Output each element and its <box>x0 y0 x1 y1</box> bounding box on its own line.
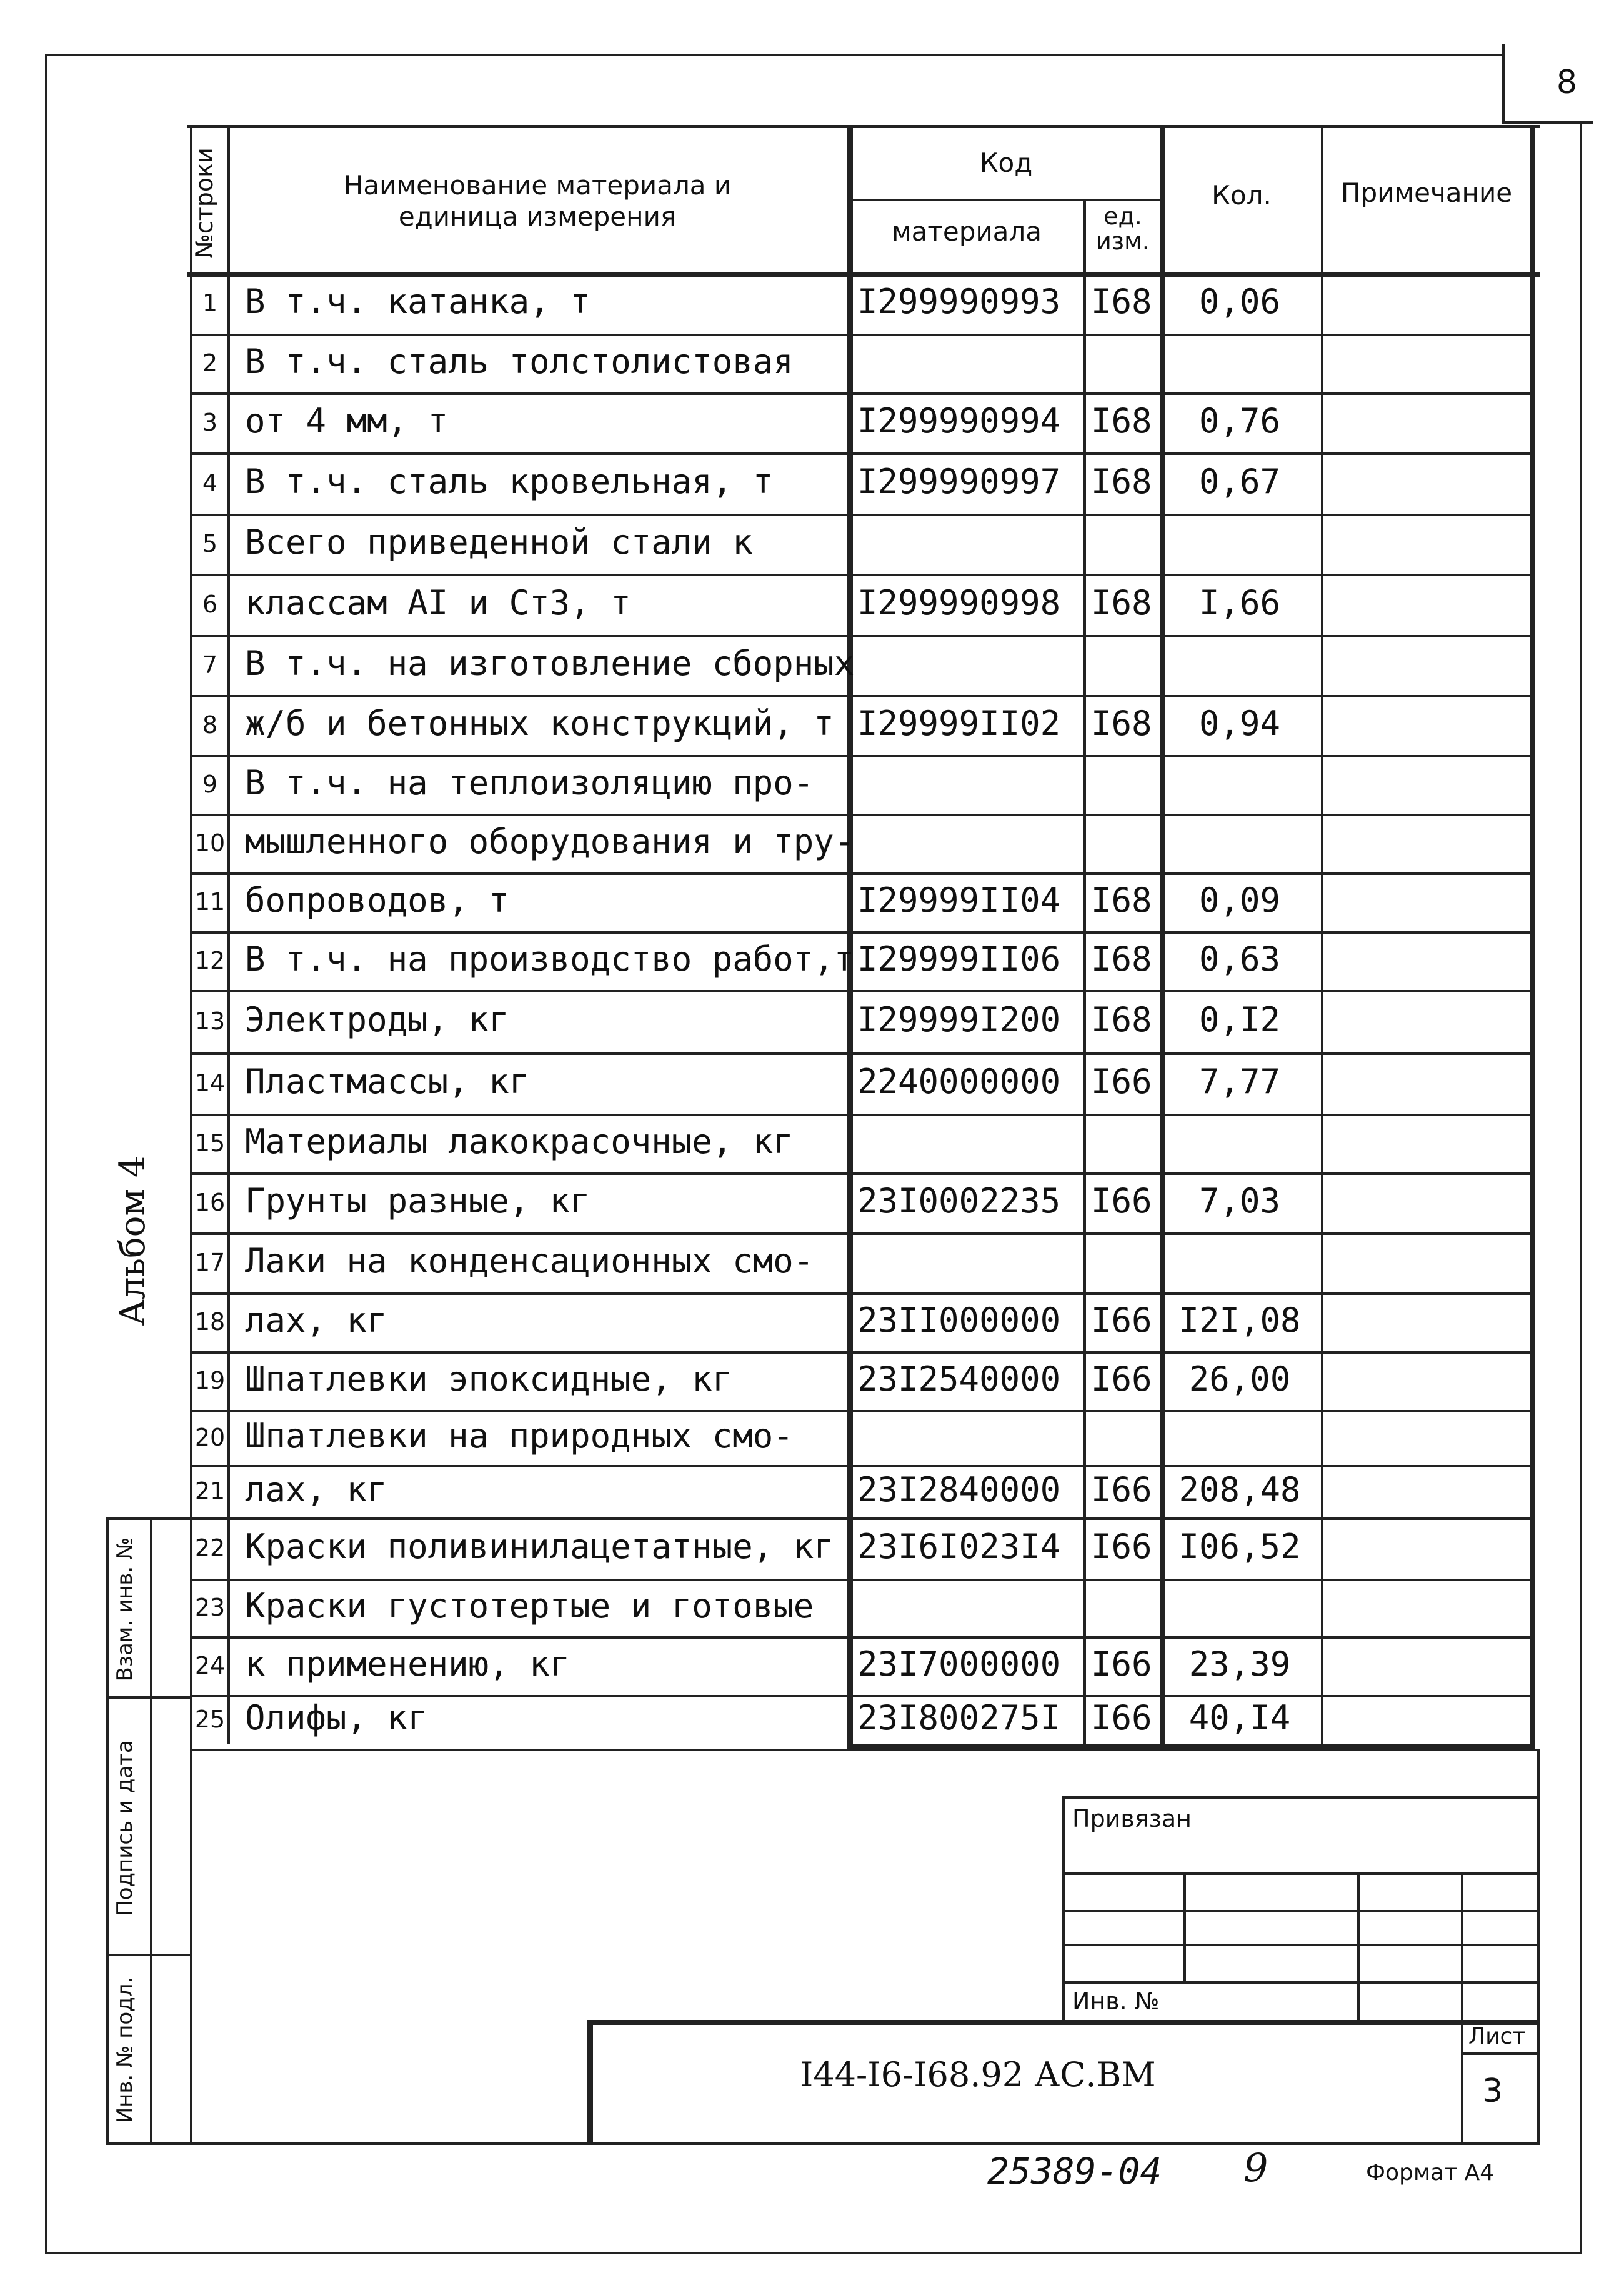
code-group-divider <box>850 199 1162 201</box>
quantity: 0,I2 <box>1198 1000 1281 1039</box>
row-number: 2 <box>202 349 218 377</box>
unit-code: I66 <box>1091 1181 1152 1221</box>
row-number: 18 <box>194 1308 226 1336</box>
row-separator <box>190 872 1533 875</box>
material-name: Пластмассы, кг <box>245 1062 530 1101</box>
row-separator <box>190 1636 1533 1639</box>
stamp-bottom-line <box>190 2142 1540 2145</box>
side-strip-mid <box>150 1517 152 2144</box>
unit-code: I66 <box>1091 1301 1152 1340</box>
side-strip-left <box>106 1517 109 2144</box>
col-line-note-right <box>1530 125 1535 1749</box>
unit-code: I66 <box>1091 1470 1152 1509</box>
quantity: 0,67 <box>1198 462 1281 501</box>
album-label: Альбом 4 <box>112 1155 153 1326</box>
row-number: 19 <box>194 1367 226 1394</box>
material-code: 23I2840000 <box>857 1470 1061 1509</box>
quantity: 0,63 <box>1198 939 1281 979</box>
header-quantity: Кол. <box>1212 180 1272 211</box>
row-separator <box>190 1410 1533 1412</box>
row-separator <box>190 452 1533 455</box>
row-number: 12 <box>194 947 226 974</box>
header-name-column: Наименование материала и единица измерения <box>343 170 732 232</box>
material-name: лах, кг <box>245 1301 387 1340</box>
quantity: 7,77 <box>1198 1062 1281 1101</box>
side-inv-label: Инв. № подл. <box>112 1976 137 2124</box>
side-strip-right <box>190 1517 192 2144</box>
row-separator <box>190 635 1533 637</box>
unit-code: I68 <box>1091 704 1152 743</box>
unit-code: I66 <box>1091 1698 1152 1737</box>
row-number: 4 <box>202 469 218 497</box>
row-separator <box>190 755 1533 757</box>
material-name: В т.ч. на производство работ,т <box>245 939 855 979</box>
material-code: 23I7000000 <box>857 1644 1061 1684</box>
material-name: от 4 мм, т <box>245 401 449 441</box>
material-code: I299990994 <box>857 401 1061 441</box>
side-vzam-label: Взам. инв. № <box>112 1537 137 1682</box>
row-separator <box>190 334 1533 336</box>
privyazan-col-2 <box>1357 1872 1360 2022</box>
row-separator <box>190 1351 1533 1354</box>
row-number: 13 <box>194 1007 226 1035</box>
material-name: мышленного оборудования и тру- <box>245 822 855 861</box>
row-number: 25 <box>194 1706 226 1733</box>
quantity: 23,39 <box>1188 1644 1291 1684</box>
privyazan-row-2 <box>1062 1910 1540 1912</box>
material-name: В т.ч. катанка, т <box>245 282 590 321</box>
material-code: I299990997 <box>857 462 1061 501</box>
privyazan-row-4 <box>1062 1981 1540 1984</box>
material-code: 23I800275I <box>857 1698 1061 1737</box>
quantity: I2I,08 <box>1178 1301 1301 1340</box>
table-bottom-border <box>847 1744 1535 1749</box>
privyazan-label: Привязан <box>1072 1805 1192 1832</box>
row-separator <box>190 1052 1533 1055</box>
privyazan-row-3 <box>1062 1944 1540 1946</box>
material-name: лах, кг <box>245 1470 387 1509</box>
row-number: 3 <box>202 409 218 436</box>
row-number: 22 <box>194 1534 226 1562</box>
row-separator <box>190 1172 1533 1175</box>
material-name: Шпатлевки на природных смо- <box>245 1416 794 1456</box>
unit-code: I66 <box>1091 1527 1152 1566</box>
quantity: 208,48 <box>1178 1470 1301 1509</box>
quantity: I06,52 <box>1178 1527 1301 1566</box>
row-separator <box>190 1292 1533 1295</box>
privyazan-row-1 <box>1062 1872 1540 1875</box>
row-number: 15 <box>194 1129 226 1157</box>
material-name: В т.ч. на изготовление сборных <box>245 644 855 683</box>
col-line-qty-right <box>1321 125 1323 1749</box>
sheet-number: 8 <box>1556 64 1577 101</box>
row-separator <box>190 392 1533 395</box>
header-code-unit: ед. изм. <box>1096 202 1150 255</box>
quantity: 0,09 <box>1198 881 1281 920</box>
header-bottom-border <box>187 272 1540 277</box>
unit-code: I68 <box>1091 282 1152 321</box>
side-podpis-label: Подпись и дата <box>112 1740 137 1916</box>
unit-code: I68 <box>1091 1000 1152 1039</box>
row-separator <box>190 1114 1533 1116</box>
row-number: 10 <box>194 829 226 857</box>
header-code-material: материала <box>891 216 1042 247</box>
material-code: I29999II04 <box>857 881 1061 920</box>
row-number: 5 <box>202 530 218 557</box>
unit-code: I68 <box>1091 881 1152 920</box>
material-code: I29999I200 <box>857 1000 1061 1039</box>
col-line-code-right <box>1083 199 1086 1749</box>
row-number: 8 <box>202 711 218 739</box>
row-number: 23 <box>194 1594 226 1621</box>
row-separator <box>190 931 1533 934</box>
col-line-rownum-right <box>227 125 230 1744</box>
header-row-number: №строки <box>191 147 218 259</box>
row-number: 21 <box>194 1477 226 1505</box>
material-code: 23I0002235 <box>857 1181 1061 1221</box>
quantity: I,66 <box>1198 583 1281 622</box>
row-number: 20 <box>194 1424 226 1451</box>
material-name: Грунты разные, кг <box>245 1181 590 1221</box>
titleblock-top <box>590 2020 1540 2025</box>
material-name: Лаки на конденсационных смо- <box>245 1241 814 1281</box>
material-code: I29999II06 <box>857 939 1061 979</box>
archive-page: 9 <box>1243 2145 1268 2191</box>
quantity: 0,06 <box>1198 282 1281 321</box>
material-name: бопроводов, т <box>245 881 509 920</box>
row-number: 7 <box>202 651 218 679</box>
quantity: 0,76 <box>1198 401 1281 441</box>
titleblock-left <box>587 2020 593 2145</box>
privyazan-left <box>1062 1796 1065 2022</box>
material-name: В т.ч. на теплоизоляцию про- <box>245 763 814 802</box>
row-separator <box>190 574 1533 576</box>
row-number: 14 <box>194 1069 226 1097</box>
row-separator <box>190 1517 1533 1520</box>
row-number: 1 <box>202 289 218 317</box>
unit-code: I66 <box>1091 1359 1152 1399</box>
archive-number: 25389-04 <box>987 2150 1162 2192</box>
unit-code: I68 <box>1091 462 1152 501</box>
stamp-top-line <box>190 1749 1540 1751</box>
material-name: ж/б и бетонных конструкций, т <box>245 704 834 743</box>
list-label: Лист <box>1468 2024 1526 2049</box>
format-label: Формат А4 <box>1366 2160 1495 2186</box>
row-number: 16 <box>194 1189 226 1216</box>
material-name: В т.ч. сталь кровельная, т <box>245 462 774 501</box>
material-code: 23I6I023I4 <box>857 1527 1061 1566</box>
material-name: Олифы, кг <box>245 1698 428 1737</box>
material-name: классам AI и Ст3, т <box>245 583 631 622</box>
row-number: 9 <box>202 771 218 798</box>
list-number: 3 <box>1482 2072 1503 2110</box>
quantity: 26,00 <box>1188 1359 1291 1399</box>
header-code-group: Код <box>979 147 1033 178</box>
unit-code: I68 <box>1091 583 1152 622</box>
privyazan-col-3 <box>1461 1872 1463 2022</box>
unit-code: I68 <box>1091 939 1152 979</box>
row-separator <box>190 1232 1533 1235</box>
row-number: 24 <box>194 1652 226 1679</box>
quantity: 40,I4 <box>1188 1698 1291 1737</box>
titleblock-list-divider <box>1461 2020 1463 2145</box>
row-separator <box>190 1695 1533 1697</box>
row-separator <box>190 814 1533 816</box>
row-separator <box>190 990 1533 992</box>
material-name: Всего приведенной стали к <box>245 522 753 562</box>
row-separator <box>190 1579 1533 1581</box>
material-name: В т.ч. сталь толстолистовая <box>245 342 794 381</box>
material-name: Материалы лакокрасочные, кг <box>245 1122 794 1161</box>
unit-code: I68 <box>1091 401 1152 441</box>
quantity: 7,03 <box>1198 1181 1281 1221</box>
quantity: 0,94 <box>1198 704 1281 743</box>
row-separator <box>190 1465 1533 1467</box>
row-separator <box>190 695 1533 697</box>
material-code: 23II000000 <box>857 1301 1061 1340</box>
col-line-name-right <box>847 125 853 1749</box>
row-number: 6 <box>202 591 218 618</box>
material-name: Шпатлевки эпоксидные, кг <box>245 1359 733 1399</box>
table-top-border <box>187 125 1540 128</box>
inv-no-label: Инв. № <box>1072 1987 1160 2015</box>
material-name: Электроды, кг <box>245 1000 509 1039</box>
row-number: 17 <box>194 1249 226 1276</box>
unit-code: I66 <box>1091 1062 1152 1101</box>
privyazan-top <box>1062 1796 1540 1799</box>
material-code: I299990993 <box>857 282 1061 321</box>
material-name: Краски поливинилацетатные, кг <box>245 1527 834 1566</box>
material-code: 23I2540000 <box>857 1359 1061 1399</box>
material-code: I299990998 <box>857 583 1061 622</box>
titleblock-list-hline <box>1461 2052 1540 2055</box>
material-code: I29999II02 <box>857 704 1061 743</box>
row-number: 11 <box>194 888 226 916</box>
privyazan-col-1 <box>1183 1872 1186 1981</box>
stamp-right-line <box>1537 1749 1540 2144</box>
document-code: I44-I6-I68.92 АС.ВМ <box>800 2055 1156 2094</box>
unit-code: I66 <box>1091 1644 1152 1684</box>
row-separator <box>190 514 1533 516</box>
material-name: Краски густотертые и готовые <box>245 1586 814 1626</box>
material-code: 2240000000 <box>857 1062 1061 1101</box>
header-note: Примечание <box>1340 177 1513 208</box>
material-name: к применению, кг <box>245 1644 570 1684</box>
